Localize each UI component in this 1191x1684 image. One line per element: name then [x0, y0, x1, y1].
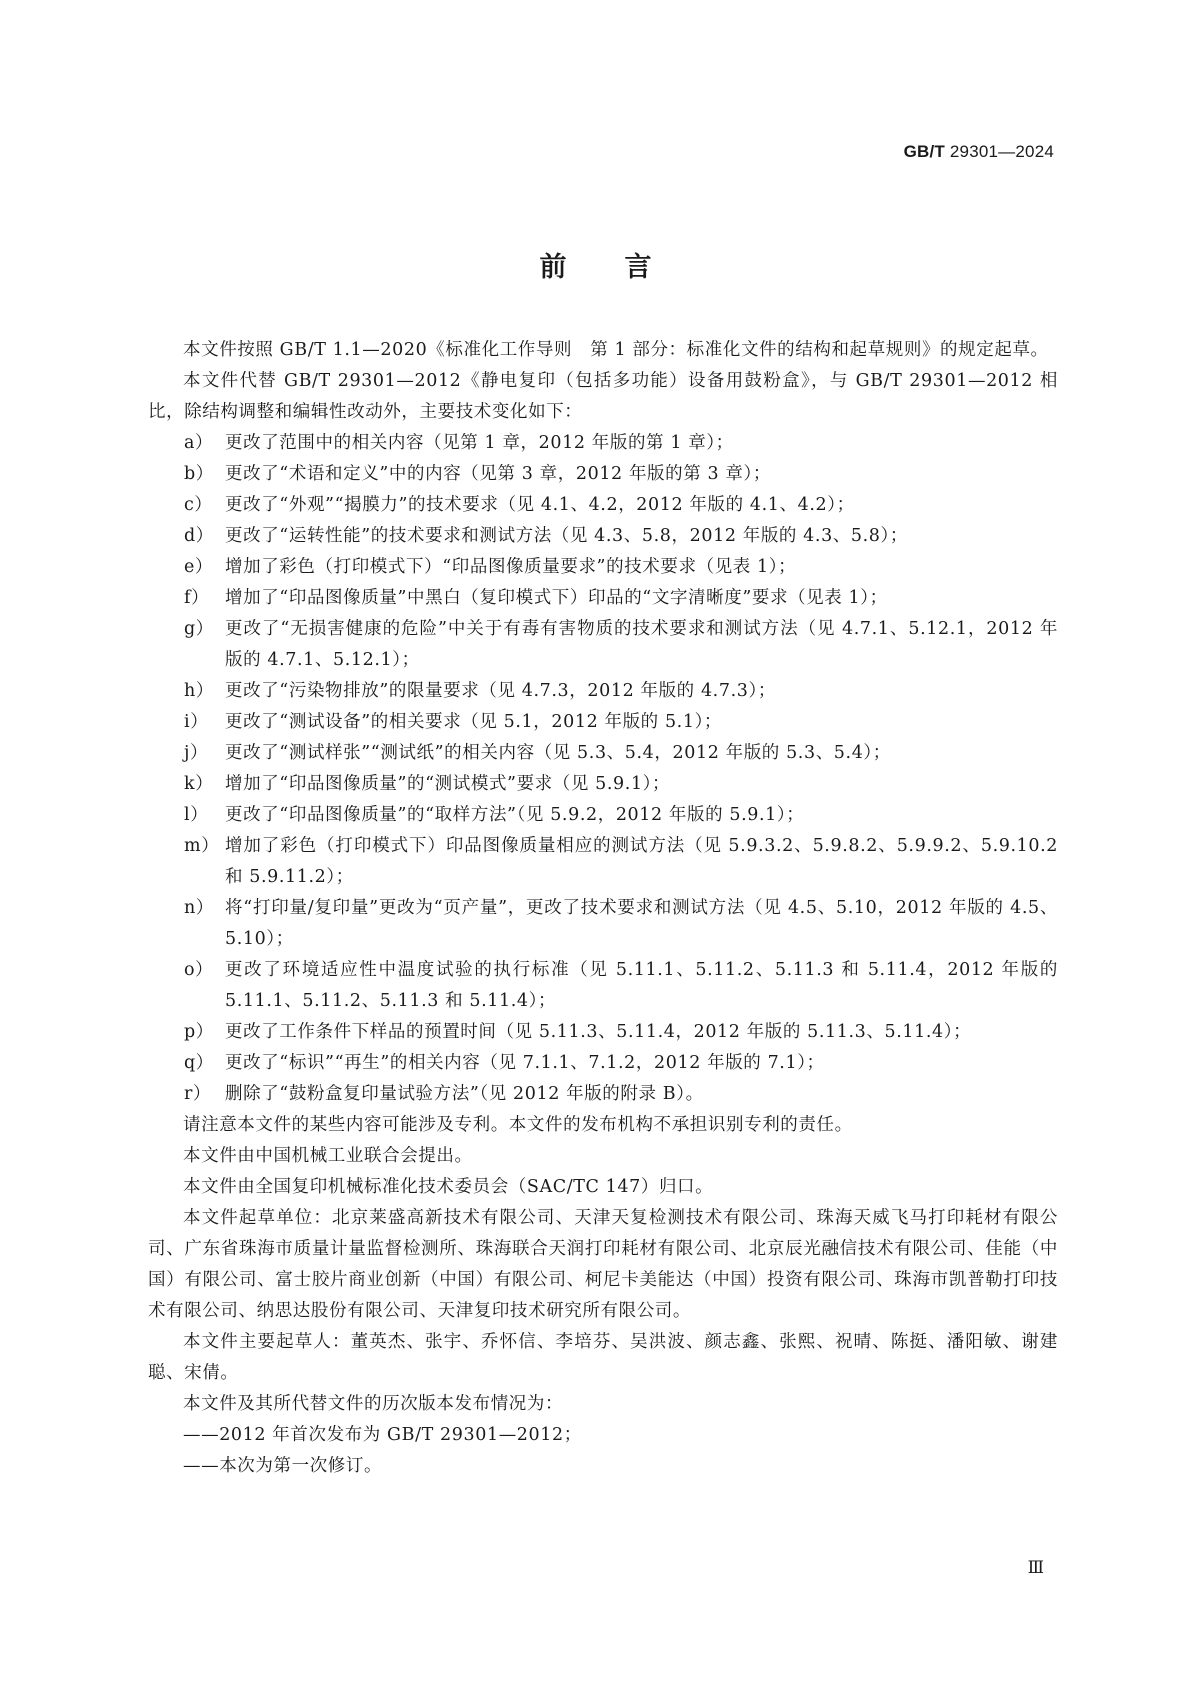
- change-marker: r）: [184, 1084, 212, 1104]
- change-marker: f）: [184, 588, 210, 608]
- change-marker: l）: [184, 805, 209, 825]
- change-text: 更改了范围中的相关内容（见第 1 章，2012 年版的第 1 章）；: [225, 433, 734, 453]
- change-marker: a）: [184, 433, 214, 453]
- change-text: 增加了彩色（打印模式下）印品图像质量相应的测试方法（见 5.9.3.2、5.9.8.2、5.9.9.2、5.9.10.2 和 5.9.11.2）；: [225, 836, 1058, 887]
- change-text: 更改了“术语和定义”中的内容（见第 3 章，2012 年版的第 3 章）；: [225, 464, 771, 484]
- change-marker: n）: [184, 898, 214, 918]
- change-item-n: [148, 893, 1058, 955]
- history-intro: 本文件及其所代替文件的历次版本发布情况为：: [183, 1394, 564, 1414]
- change-text: 更改了“印品图像质量”的“取样方法”（见 5.9.2，2012 年版的 5.9.1）；: [225, 805, 805, 825]
- intro-paragraph-1: 本文件按照 GB/T 1.1—2020《标准化工作导则 第 1 部分：标准化文件的结构和起草规则》的规定起草。: [183, 340, 1049, 360]
- change-marker: h）: [184, 681, 214, 701]
- history-item-2: ——本次为第一次修订。: [183, 1456, 383, 1476]
- change-text: 更改了“污染物排放”的限量要求（见 4.7.3，2012 年版的 4.7.3）；: [225, 681, 776, 701]
- change-text: 删除了“鼓粉盒复印量试验方法”（见 2012 年版的附录 B）。: [225, 1084, 704, 1104]
- drafting-units-paragraph: 本文件起草单位：北京莱盛高新技术有限公司、天津天复检测技术有限公司、珠海天威飞马打印耗材有限公司、广东省珠海市质量计量监督检测所、珠海联合天润打印耗材有限公司、北京辰光融信技术有限公司、佳能（中国）有限公司、富士胶片商业创新（中国）有限公司、柯尼卡美能达（中国）投资有限公司、珠海市凯普勒打印技术有限公司、纳思达股份有限公司、天津复印技术研究所有限公司。: [148, 1208, 1058, 1321]
- change-item-f: [148, 583, 1058, 614]
- page-title: 前言: [539, 252, 710, 283]
- history-item-1: ——2012 年首次发布为 GB/T 29301—2012；: [183, 1425, 582, 1445]
- change-item-h: [148, 676, 1058, 707]
- change-marker: b）: [184, 464, 214, 484]
- change-item-c: [148, 490, 1058, 521]
- change-marker: p）: [184, 1022, 214, 1042]
- drafters-paragraph: 本文件主要起草人：董英杰、张宇、乔怀信、李培芬、吴洪波、颜志鑫、张熙、祝晴、陈挺、潘阳敏、谢建聪、宋倩。: [148, 1332, 1058, 1383]
- page-number: Ⅲ: [1027, 1558, 1043, 1578]
- change-marker: j）: [184, 743, 209, 763]
- change-text: 更改了“外观”“揭膜力”的技术要求（见 4.1、4.2，2012 年版的 4.1、4.2）；: [225, 495, 855, 515]
- change-marker: i）: [184, 712, 209, 732]
- intro-paragraph-2: 本文件代替 GB/T 29301—2012《静电复印（包括多功能）设备用鼓粉盒》，与 GB/T 29301—2012 相比，除结构调整和编辑性改动外，主要技术变化如下：: [148, 371, 1058, 422]
- change-item-p: [148, 1017, 1058, 1048]
- foreword-body: [148, 335, 1058, 1482]
- change-marker: o）: [184, 960, 214, 980]
- change-text: 更改了“运转性能”的技术要求和测试方法（见 4.3、5.8，2012 年版的 4.3、5.8）；: [225, 526, 908, 546]
- change-item-g: [148, 614, 1058, 676]
- change-text: 增加了彩色（打印模式下）“印品图像质量要求”的技术要求（见表 1）；: [225, 557, 797, 577]
- document-number: [904, 142, 1054, 162]
- change-text: 更改了工作条件下样品的预置时间（见 5.11.3、5.11.4，2012 年版的 5.11.3、5.11.4）；: [225, 1022, 972, 1042]
- document-number-value: 29301—2024: [944, 142, 1054, 161]
- change-item-l: [148, 800, 1058, 831]
- change-text: 更改了“无损害健康的危险”中关于有毒有害物质的技术要求和测试方法（见 4.7.1、5.12.1，2012 年版的 4.7.1、5.12.1）；: [225, 619, 1058, 670]
- change-list: [148, 428, 1058, 1110]
- change-item-e: [148, 552, 1058, 583]
- change-marker: k）: [184, 774, 214, 794]
- change-text: 更改了环境适应性中温度试验的执行标准（见 5.11.1、5.11.2、5.11.3 和 5.11.4，2012 年版的 5.11.1、5.11.2、5.11.3 和 5.11.4）；: [225, 960, 1058, 1011]
- change-item-i: [148, 707, 1058, 738]
- change-text: 增加了“印品图像质量”的“测试模式”要求（见 5.9.1）；: [225, 774, 671, 794]
- change-text: 更改了“测试样张”“测试纸”的相关内容（见 5.3、5.4，2012 年版的 5.3、5.4）；: [225, 743, 891, 763]
- change-item-o: [148, 955, 1058, 1017]
- change-item-q: [148, 1048, 1058, 1079]
- change-marker: q）: [184, 1053, 214, 1073]
- change-item-k: [148, 769, 1058, 800]
- change-item-d: [148, 521, 1058, 552]
- change-item-r: [148, 1079, 1058, 1110]
- change-text: 更改了“测试设备”的相关要求（见 5.1，2012 年版的 5.1）；: [225, 712, 723, 732]
- change-text: 增加了“印品图像质量”中黑白（复印模式下）印品的“文字清晰度”要求（见表 1）；: [225, 588, 888, 608]
- change-item-b: [148, 459, 1058, 490]
- change-marker: d）: [184, 526, 214, 546]
- proposer-paragraph: 本文件由中国机械工业联合会提出。: [183, 1146, 473, 1166]
- document-number-prefix: GB/T: [903, 142, 945, 161]
- patent-notice: 请注意本文件的某些内容可能涉及专利。本文件的发布机构不承担识别专利的责任。: [183, 1115, 853, 1135]
- change-item-j: [148, 738, 1058, 769]
- change-marker: g）: [184, 619, 214, 639]
- change-marker: c）: [184, 495, 213, 515]
- change-marker: e）: [184, 557, 214, 577]
- change-item-a: [148, 428, 1058, 459]
- change-text: 更改了“标识”“再生”的相关内容（见 7.1.1、7.1.2，2012 年版的 7.1）；: [225, 1053, 825, 1073]
- committee-paragraph: 本文件由全国复印机械标准化技术委员会（SAC/TC 147）归口。: [183, 1177, 714, 1197]
- change-text: 将“打印量/复印量”更改为“页产量”，更改了技术要求和测试方法（见 4.5、5.10，2012 年版的 4.5、5.10）；: [225, 898, 1058, 949]
- change-marker: m）: [184, 836, 220, 856]
- change-item-m: [148, 831, 1058, 893]
